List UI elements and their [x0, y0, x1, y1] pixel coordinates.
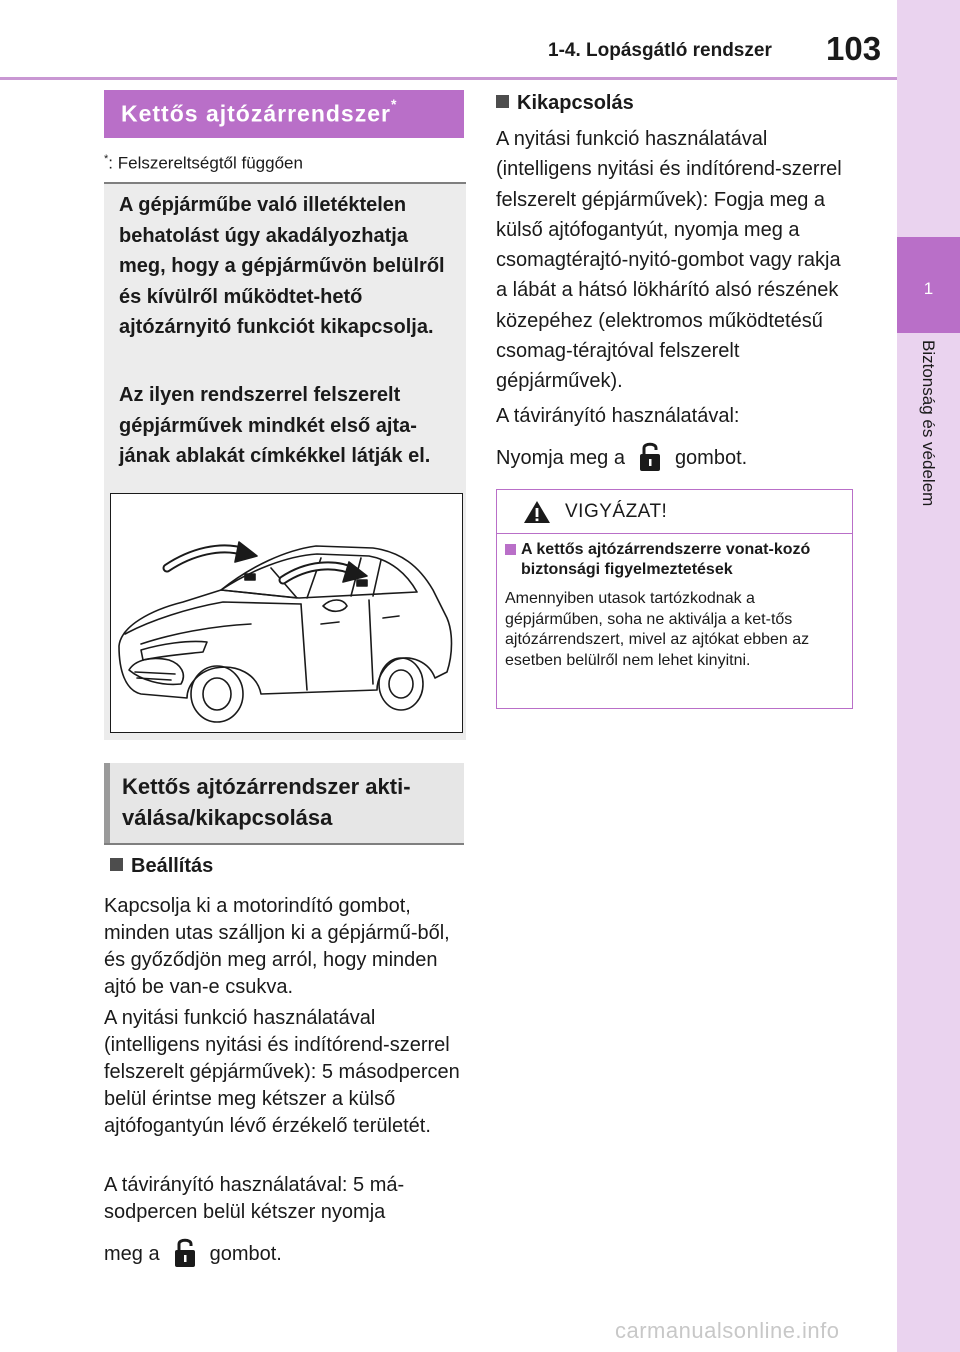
running-header-title: 1-4. Lopásgátló rendszer: [548, 40, 772, 61]
square-bullet-icon: [496, 95, 509, 108]
subheading-setting: [110, 855, 213, 878]
summary-paragraph-2: Az ilyen rendszerrel felszerelt gépjárművek mindkét első ajta-jának ablakát címkékkel látják el.: [119, 384, 431, 467]
setting-paragraph-2: A nyitási funkció használatával (intelligens nyitási és indítórend-szerrel felszerelt gépjárművek): 5 másodpercen belül érintse meg kétszer a külső ajtófogantyún lévő érzékelő területét.: [104, 1007, 460, 1137]
warning-triangle-icon: [523, 500, 551, 524]
caution-subheading: [505, 540, 845, 580]
off-paragraph-1: A nyitási funkció használatával (intelligens nyitási és indítórend-szerrel felszerelt gépjárművek): Fogja meg a külső ajtófogantyút, nyomja meg a csomagtérajtó-nyitó-gombot vagy rakja a lábát a hátsó lökhárító alsó részének közepéhez (elektromos működtetésű csomag-térajtóval felszerelt gépjárművek).: [496, 128, 842, 393]
car-illustration: [110, 493, 463, 733]
square-bullet-icon: [505, 544, 516, 555]
subheading-off: [496, 92, 634, 115]
lock-icon: [174, 1236, 196, 1268]
setting-paragraph-3: A távirányító használatával: 5 má-sodpercen belül kétszer nyomja: [104, 1174, 405, 1223]
caution-box: [496, 489, 853, 709]
lock-icon: [639, 440, 661, 472]
section-heading-text: Kettős ajtózárrendszer: [121, 100, 391, 127]
caution-subheading-text: A kettős ajtózárrendszerre vonat-kozó biztonsági figyelmeztetések: [521, 541, 811, 578]
footnote-marker: *: [390, 96, 398, 112]
setting-p3-pre: meg a: [104, 1243, 160, 1265]
caution-header: [497, 490, 852, 534]
watermark: carmanualsonline.info: [615, 1318, 840, 1343]
off-p3-post: gombot.: [674, 447, 748, 469]
footnote: [104, 153, 303, 174]
square-bullet-icon: [110, 858, 123, 871]
chapter-side-tab: [897, 0, 960, 1352]
header-divider: [0, 77, 897, 80]
setting-paragraph-1: Kapcsolja ki a motorindító gombot, minden utas szálljon ki a gépjármű-ből, és győződjön meg arról, hogy minden ajtó be van-e csukva.: [104, 895, 450, 998]
chapter-number: 1: [923, 279, 934, 298]
caution-title: VIGYÁZAT!: [565, 501, 668, 522]
footnote-mark: *: [104, 153, 109, 165]
section-heading-activation: [104, 763, 464, 845]
summary-paragraph-1: A gépjárműbe való illetéktelen behatolást úgy akadályozhatja meg, hogy a gépjárművön belülről és kívülről működtet-hető ajtózárnyitó funkciót kikapcsolja.: [119, 194, 445, 338]
chapter-label: [906, 340, 950, 570]
heading-accent-bar: [104, 763, 110, 843]
setting-paragraph-3-end: [104, 1236, 464, 1268]
setting-p3-post: gombot.: [209, 1243, 282, 1265]
subheading-setting-text: Beállítás: [131, 855, 214, 877]
chapter-label-text: Biztonság és védelem: [919, 340, 938, 507]
off-p3-pre: Nyomja meg a: [496, 447, 625, 469]
page-number: 103: [826, 30, 882, 67]
summary-box: [104, 182, 466, 740]
off-paragraph-3: [496, 440, 852, 473]
subheading-off-text: Kikapcsolás: [517, 92, 634, 114]
off-paragraph-2: A távirányító használatával:: [496, 405, 740, 427]
section-heading-text: Kettős ajtózárrendszer akti-válása/kikapcsolása: [122, 774, 411, 830]
section-heading-dual-lock: [104, 90, 464, 138]
caution-body: Amennyiben utasok tartózkodnak a gépjárműben, soha ne aktiválja a ket-tős ajtózárrendszert, mivel az ajtókat ebben az esetben belülről nem lehet kinyitni.: [505, 590, 810, 669]
footnote-text: : Felszereltségtől függően: [108, 153, 303, 173]
